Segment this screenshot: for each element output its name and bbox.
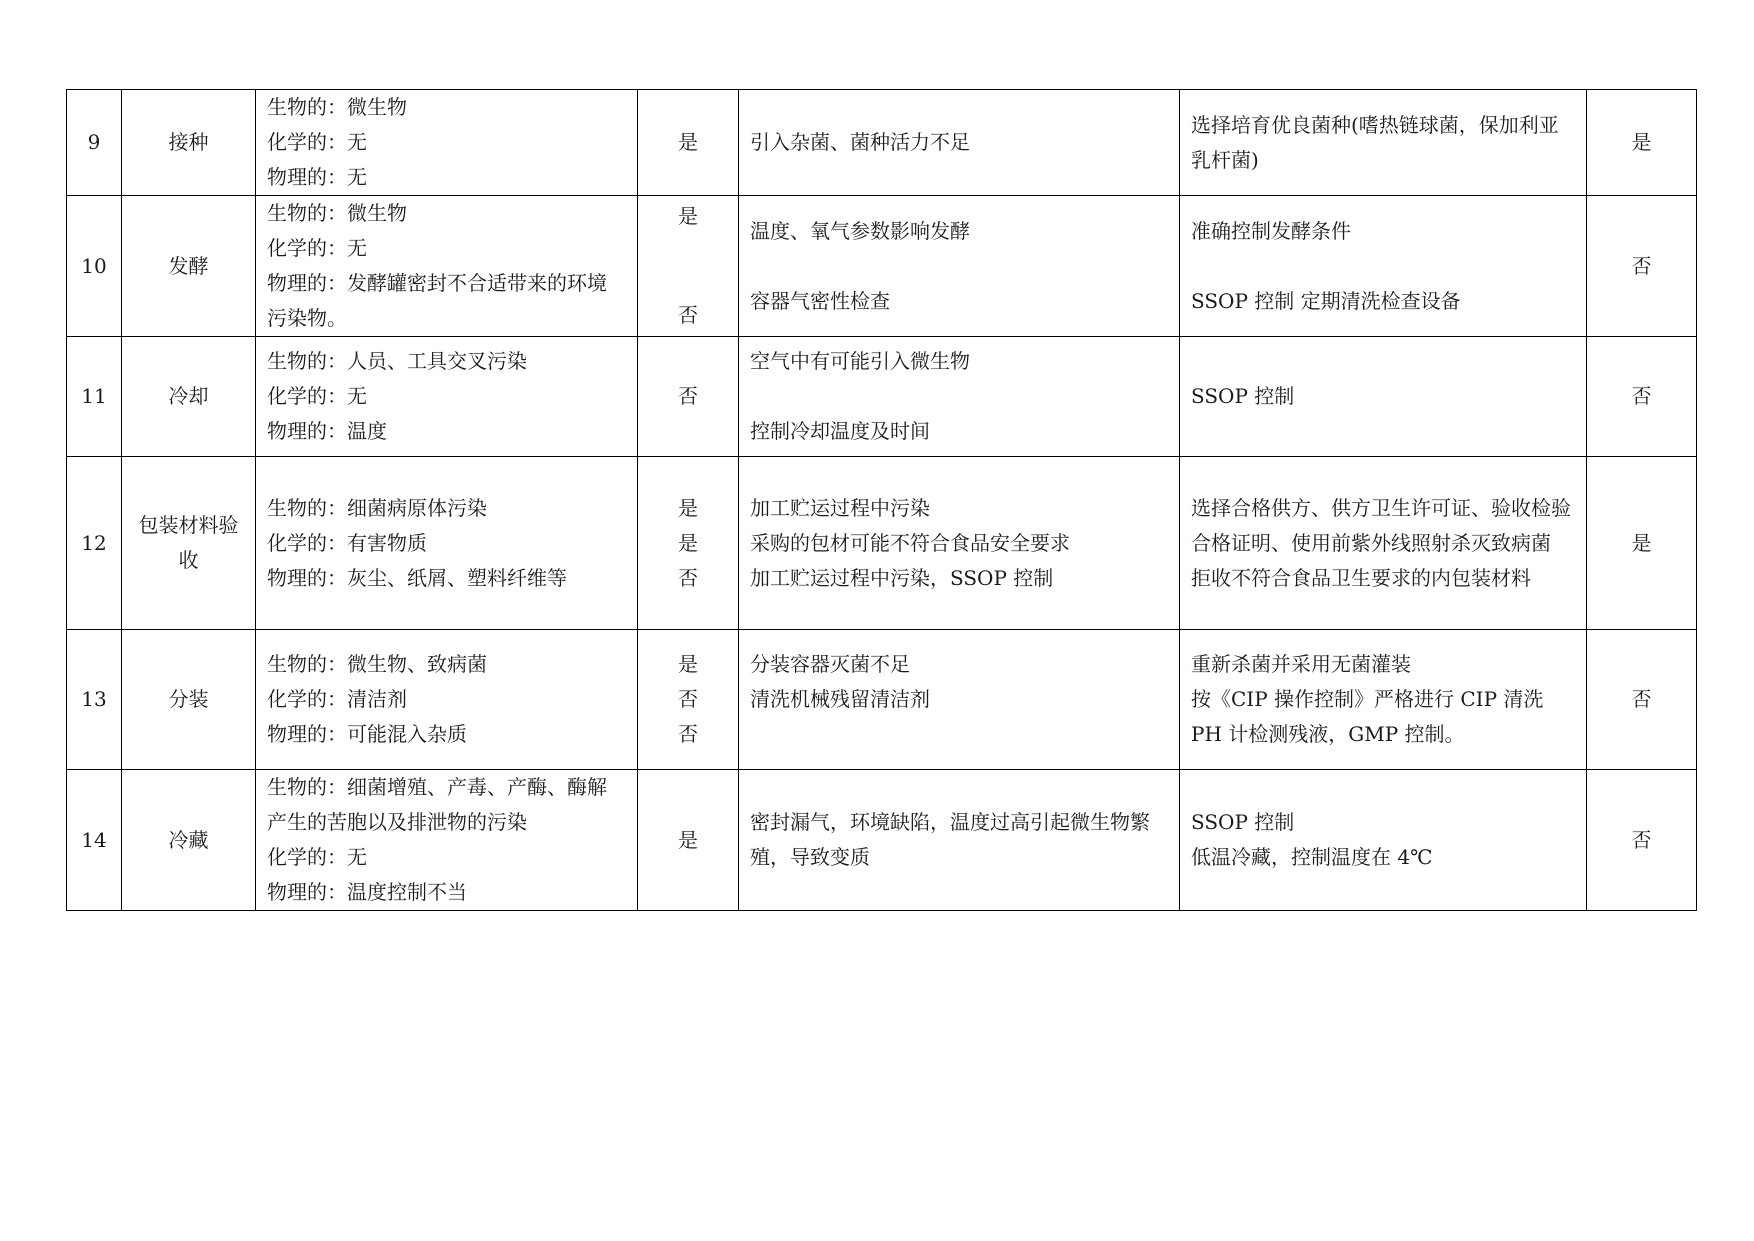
potential-hazards	[256, 337, 638, 457]
basis-line	[750, 249, 1168, 284]
hazard-line: 物理的：可能混入杂质	[267, 722, 467, 746]
measure-line: 选择培育优良菌种(嗜热链球菌，保加利亚乳杆菌)	[1191, 112, 1559, 172]
measure-line: 低温冷藏，控制温度在 4℃	[1191, 845, 1433, 869]
judgment-basis	[739, 196, 1180, 337]
potential-hazards	[256, 770, 638, 911]
significance-list	[649, 647, 727, 752]
step-number: 13	[67, 630, 122, 770]
process-step: 发酵	[122, 196, 256, 337]
basis-line	[750, 717, 1168, 752]
significance-list	[649, 379, 727, 414]
significance-list	[649, 491, 727, 596]
judgment-basis	[739, 90, 1180, 196]
significant-hazard	[638, 457, 739, 630]
potential-hazards	[256, 630, 638, 770]
basis-line: 温度、氧气参数影响发酵	[750, 218, 970, 243]
significance-line: 否	[678, 384, 698, 408]
process-step: 冷却	[122, 337, 256, 457]
preventive-measures	[1180, 90, 1587, 196]
measure-line: 选择合格供方、供方卫生许可证、验收检验合格证明、使用前紫外线照射杀灭致病菌	[1191, 495, 1571, 555]
basis-line: 加工贮运过程中污染	[750, 495, 930, 520]
preventive-measures	[1180, 770, 1587, 911]
hazard-line: 化学的：无	[267, 130, 367, 154]
haccp-hazard-analysis-table	[66, 89, 1697, 911]
table-row	[67, 457, 1697, 630]
basis-line: 加工贮运过程中污染，SSOP 控制	[750, 565, 1054, 590]
step-number: 12	[67, 457, 122, 630]
is-ccp: 是	[1587, 90, 1697, 196]
hazard-line: 物理的：发酵罐密封不合适带来的环境污染物。	[267, 271, 607, 330]
significant-hazard	[638, 90, 739, 196]
judgment-basis	[739, 457, 1180, 630]
potential-hazards	[256, 457, 638, 630]
table-row	[67, 90, 1697, 196]
significance-line: 是	[678, 530, 698, 555]
hazard-line: 化学的：有害物质	[267, 530, 427, 555]
is-ccp: 否	[1587, 630, 1697, 770]
process-step: 包装材料验收	[122, 457, 256, 630]
hazard-line: 生物的：细菌病原体污染	[267, 495, 487, 520]
measure-line: 准确控制发酵条件	[1191, 218, 1351, 243]
step-number: 10	[67, 196, 122, 337]
basis-line: 引入杂菌、菌种活力不足	[750, 130, 970, 154]
basis-line: 空气中有可能引入微生物	[750, 349, 970, 373]
hazard-line: 物理的：温度	[267, 419, 387, 443]
significance-line: 否	[678, 565, 698, 590]
judgment-basis	[739, 337, 1180, 457]
judgment-basis	[739, 630, 1180, 770]
hazard-line: 生物的：微生物	[267, 95, 407, 119]
measure-line	[1191, 249, 1575, 284]
process-step: 接种	[122, 90, 256, 196]
basis-line: 清洗机械残留清洁剂	[750, 687, 930, 711]
hazard-line: 物理的：温度控制不当	[267, 880, 467, 904]
basis-line	[750, 379, 1168, 414]
significance-list	[649, 823, 727, 858]
significance-line: 是	[678, 652, 698, 676]
potential-hazards	[256, 90, 638, 196]
basis-line: 采购的包材可能不符合食品安全要求	[750, 530, 1070, 555]
table-row	[67, 196, 1697, 337]
is-ccp: 是	[1587, 457, 1697, 630]
hazard-line: 化学的：无	[267, 384, 367, 408]
step-number: 14	[67, 770, 122, 911]
significant-hazard	[638, 196, 739, 337]
potential-hazards	[256, 196, 638, 337]
measure-line: 拒收不符合食品卫生要求的内包装材料	[1191, 565, 1531, 590]
measure-line: 重新杀菌并采用无菌灌装	[1191, 652, 1411, 676]
significance-line: 否	[678, 722, 698, 746]
significant-hazard	[638, 337, 739, 457]
hazard-line: 生物的：微生物	[267, 201, 407, 225]
measure-line: 按《CIP 操作控制》严格进行 CIP 清洗	[1191, 687, 1544, 711]
is-ccp: 否	[1587, 337, 1697, 457]
hazard-line: 物理的：灰尘、纸屑、塑料纤维等	[267, 565, 567, 590]
significance-line: 是	[678, 130, 698, 154]
is-ccp: 否	[1587, 196, 1697, 337]
significance-line: 是	[678, 204, 698, 228]
table-row	[67, 630, 1697, 770]
process-step: 冷藏	[122, 770, 256, 911]
measure-line: SSOP 控制 定期清洗检查设备	[1191, 288, 1461, 313]
step-number: 9	[67, 90, 122, 196]
judgment-basis	[739, 770, 1180, 911]
process-step: 分装	[122, 630, 256, 770]
hazard-line: 物理的：无	[267, 165, 367, 189]
hazard-line: 生物的：人员、工具交叉污染	[267, 349, 527, 373]
significance-line: 是	[678, 495, 698, 520]
significance-line: 否	[678, 303, 698, 327]
preventive-measures	[1180, 630, 1587, 770]
significance-list	[649, 199, 727, 333]
hazard-line: 生物的：微生物、致病菌	[267, 652, 487, 676]
basis-line: 分装容器灭菌不足	[750, 652, 910, 676]
basis-line: 密封漏气，环境缺陷，温度过高引起微生物繁殖，导致变质	[750, 810, 1150, 869]
significant-hazard	[638, 770, 739, 911]
significance-list	[649, 125, 727, 160]
measure-line: SSOP 控制	[1191, 384, 1295, 408]
measure-line: PH 计检测残液，GMP 控制。	[1191, 722, 1465, 746]
preventive-measures	[1180, 337, 1587, 457]
hazard-line: 化学的：无	[267, 236, 367, 260]
hazard-line: 化学的：清洁剂	[267, 687, 407, 711]
table-row	[67, 337, 1697, 457]
significance-line: 是	[678, 827, 698, 852]
hazard-line: 化学的：无	[267, 845, 367, 869]
measure-line: SSOP 控制	[1191, 810, 1295, 834]
basis-line: 控制冷却温度及时间	[750, 419, 930, 443]
is-ccp: 否	[1587, 770, 1697, 911]
step-number: 11	[67, 337, 122, 457]
significant-hazard	[638, 630, 739, 770]
preventive-measures	[1180, 196, 1587, 337]
basis-line: 容器气密性检查	[750, 288, 890, 313]
significance-line: 否	[678, 687, 698, 711]
hazard-line: 生物的：细菌增殖、产毒、产酶、酶解产生的苦胞以及排泄物的污染	[267, 775, 607, 834]
preventive-measures	[1180, 457, 1587, 630]
table-body	[67, 90, 1697, 911]
table-row	[67, 770, 1697, 911]
